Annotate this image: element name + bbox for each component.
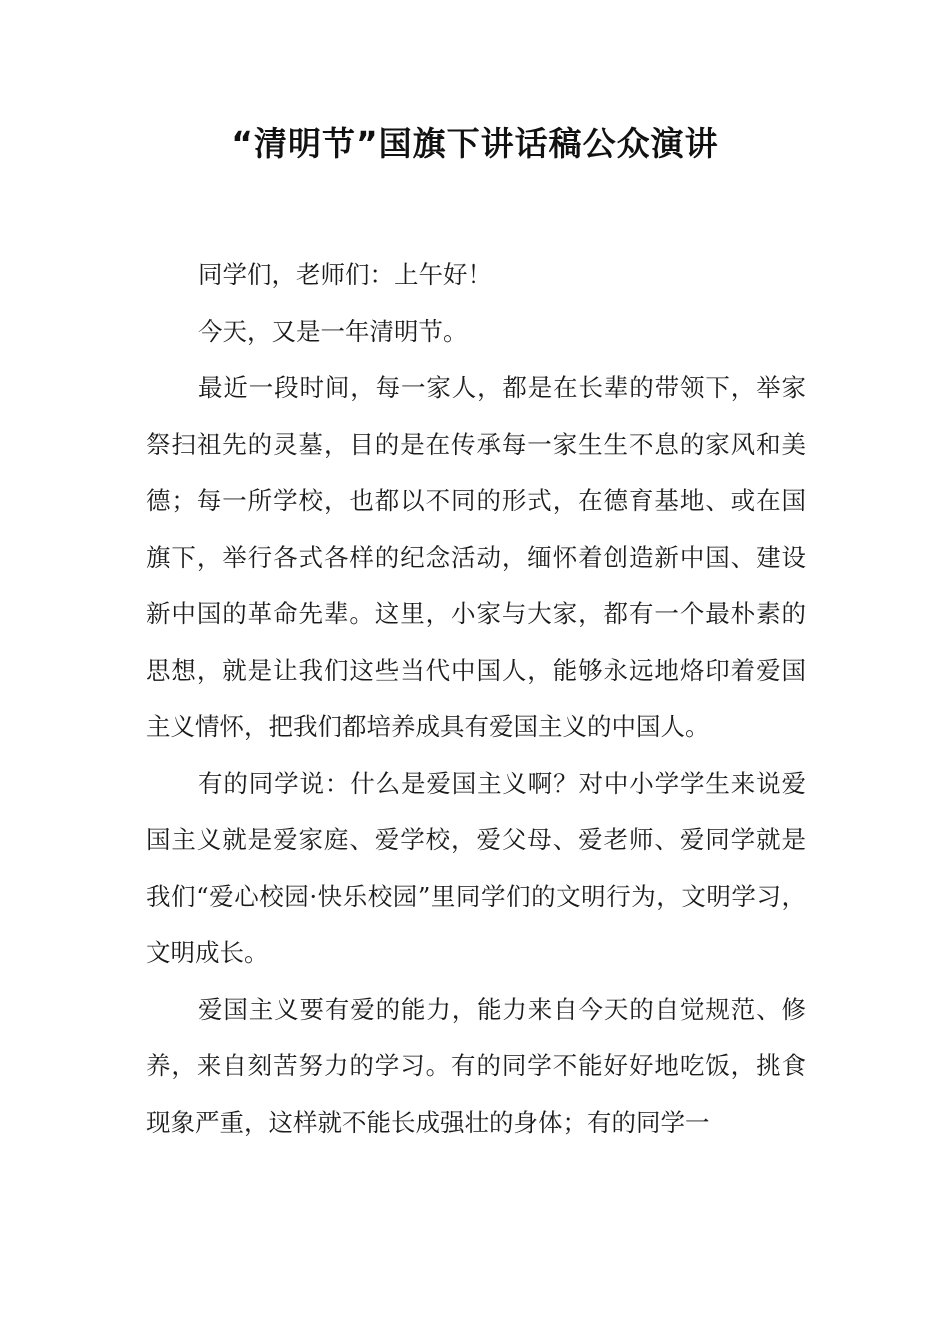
paragraph-patriotism-definition: 有的同学说：什么是爱国主义啊？对中小学学生来说爱国主义就是爱家庭、爱学校，爱父母、爱老师、爱同学就是我们“爱心校园·快乐校园”里同学们的文明行为，文明学习，文明成长。	[146, 768, 806, 967]
paragraph-family-school: 最近一段时间，每一家人，都是在长辈的带领下，举家祭扫祖先的灵墓，目的是在传承每一家生生不息的家风和美德；每一所学校，也都以不同的形式，在德育基地、或在国旗下，举行各式各样的纪念活动，缅怀着创造新中国、建设新中国的革命先辈。这里，小家与大家，都有一个最朴素的思想，就是让我们这些当代中国人，能够永远地烙印着爱国主义情怀，把我们都培养成具有爱国主义的中国人。	[146, 373, 806, 741]
paragraph-greeting: 同学们，老师们：上午好！	[198, 260, 492, 289]
document-body	[146, 247, 806, 1151]
paragraph-ability-to-love: 爱国主义要有爱的能力，能力来自今天的自觉规范、修养，来自刻苦努力的学习。有的同学不能好好地吃饭，挑食现象严重，这样就不能长成强壮的身体；有的同学一	[146, 994, 806, 1137]
paragraph-intro: 今天，又是一年清明节。	[198, 316, 468, 346]
document-title: “清明节”国旗下讲话稿公众演讲	[231, 124, 719, 163]
